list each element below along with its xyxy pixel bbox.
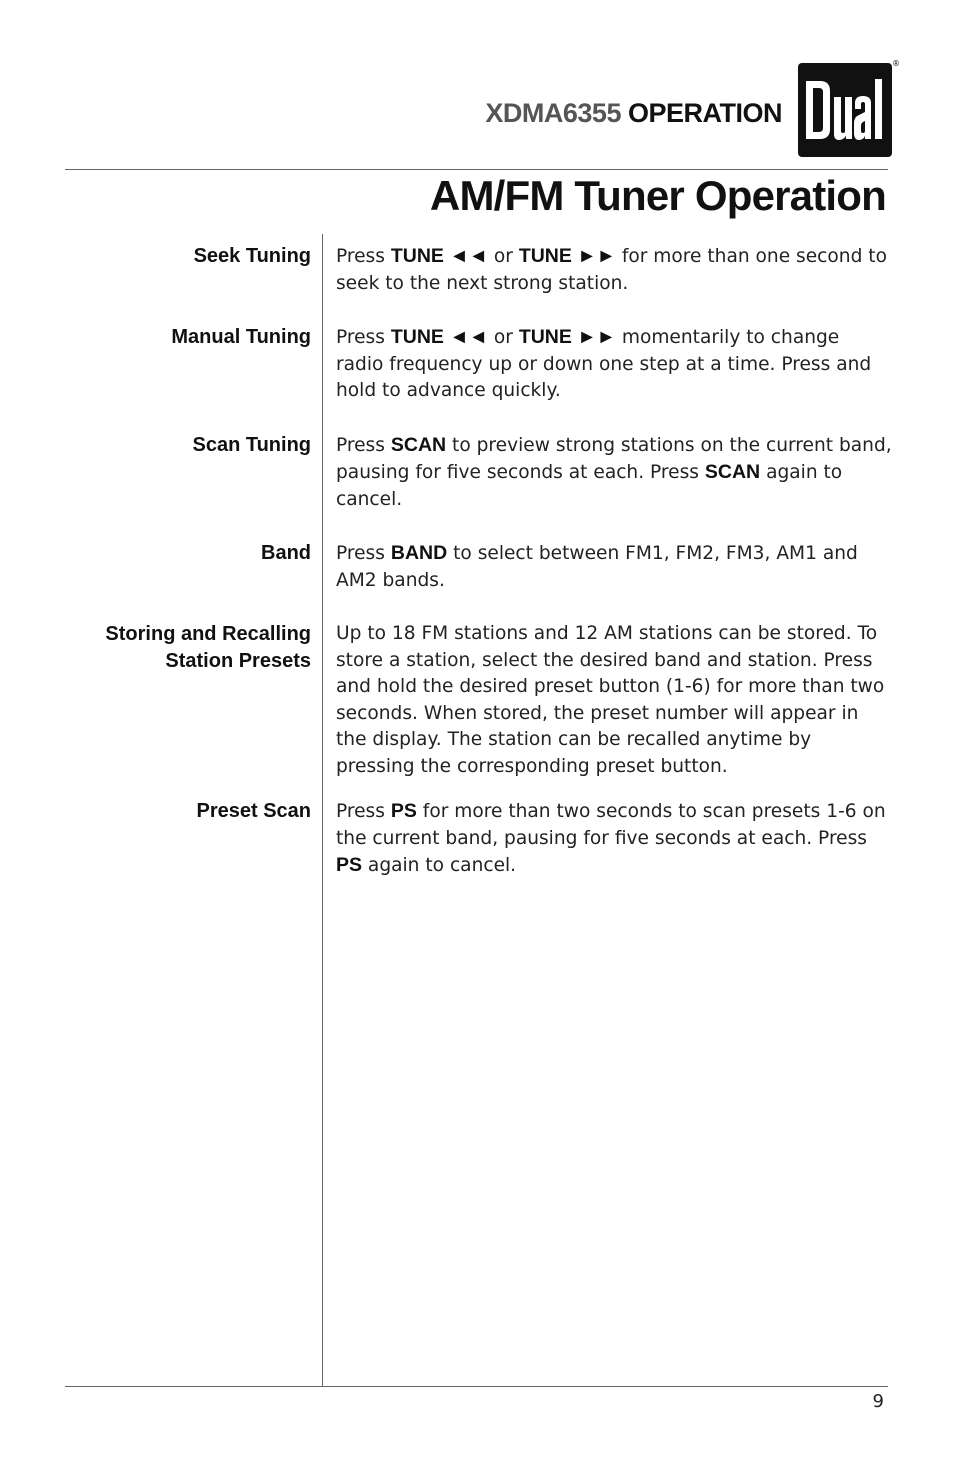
section-label bbox=[71, 432, 311, 459]
section-label bbox=[71, 540, 311, 567]
body-text: to select between FM1, FM2, FM3, AM1 and AM2 bands. bbox=[336, 543, 858, 591]
control-name: PS bbox=[390, 800, 417, 822]
section bbox=[0, 432, 954, 514]
body-text: again to cancel. bbox=[362, 855, 517, 876]
control-name: TUNE ◄◄ bbox=[390, 326, 488, 348]
section-body bbox=[336, 540, 892, 594]
body-text: to preview strong stations on the current band, pausing for five seconds at each. Press bbox=[336, 434, 892, 483]
model-operation: OPERATION bbox=[627, 97, 782, 128]
control-name: SCAN bbox=[390, 433, 447, 456]
dual-logo bbox=[798, 59, 900, 157]
body-text: for more than one second to seek to the next strong station. bbox=[336, 246, 887, 294]
section bbox=[0, 324, 954, 405]
header-rule bbox=[65, 169, 888, 170]
section-label bbox=[71, 243, 311, 270]
section-label-line: Storing and Recalling bbox=[105, 623, 311, 645]
body-text: Up to 18 FM stations and 12 AM stations can be stored. To store a station, select the desired band and station. Press and hold the desired preset button (1-6) for more than two seconds. When stored, the preset number will appear in the display. The station can be recalled anytime by pressing the corresponding preset button. bbox=[336, 623, 885, 777]
body-text: Press bbox=[336, 246, 391, 267]
sections bbox=[0, 243, 954, 880]
section-label bbox=[71, 324, 311, 351]
body-text: again to cancel. bbox=[336, 462, 843, 510]
model-heading bbox=[485, 98, 782, 129]
body-text: momentarily to change radio frequency up or down one step at a time. Press and hold to advance quickly. bbox=[336, 327, 872, 401]
section-body bbox=[336, 621, 892, 780]
section-body bbox=[336, 798, 892, 880]
section bbox=[0, 621, 954, 780]
body-text: Press bbox=[336, 801, 391, 822]
body-text: or bbox=[487, 246, 519, 267]
control-name: TUNE ►► bbox=[518, 245, 616, 267]
control-name: TUNE ►► bbox=[518, 326, 616, 348]
control-name: SCAN bbox=[704, 461, 761, 483]
body-text: Press bbox=[336, 434, 391, 456]
body-text: Press bbox=[336, 543, 391, 564]
page-title: AM/FM Tuner Operation bbox=[429, 172, 886, 219]
section-body bbox=[336, 243, 892, 297]
control-name: TUNE ◄◄ bbox=[390, 245, 488, 267]
section-body bbox=[336, 432, 892, 514]
section bbox=[0, 243, 954, 297]
body-text: for more than two seconds to scan presets 1-6 on the current band, pausing for five seconds at each. Press bbox=[336, 801, 886, 849]
footer-rule bbox=[65, 1386, 888, 1387]
section-label-line: Preset Scan bbox=[196, 800, 311, 822]
section-body bbox=[336, 324, 892, 405]
control-name: PS bbox=[336, 854, 363, 876]
section-label-line: Seek Tuning bbox=[193, 245, 311, 267]
section-label-line: Scan Tuning bbox=[192, 433, 311, 456]
body-text: or bbox=[487, 327, 519, 348]
page-header bbox=[485, 59, 900, 160]
section bbox=[0, 798, 954, 880]
control-name: BAND bbox=[390, 542, 448, 564]
section-label-line: Band bbox=[261, 542, 311, 564]
section-label bbox=[71, 621, 311, 675]
logo-registered-mark: ® bbox=[892, 59, 900, 68]
section bbox=[0, 540, 954, 594]
section-label bbox=[71, 798, 311, 825]
page-number: 9 bbox=[872, 1391, 884, 1412]
body-text: Press bbox=[336, 327, 391, 348]
model-number: XDMA6355 bbox=[485, 97, 621, 128]
section-label-line: Station Presets bbox=[165, 650, 311, 672]
section-label-line: Manual Tuning bbox=[171, 326, 311, 348]
